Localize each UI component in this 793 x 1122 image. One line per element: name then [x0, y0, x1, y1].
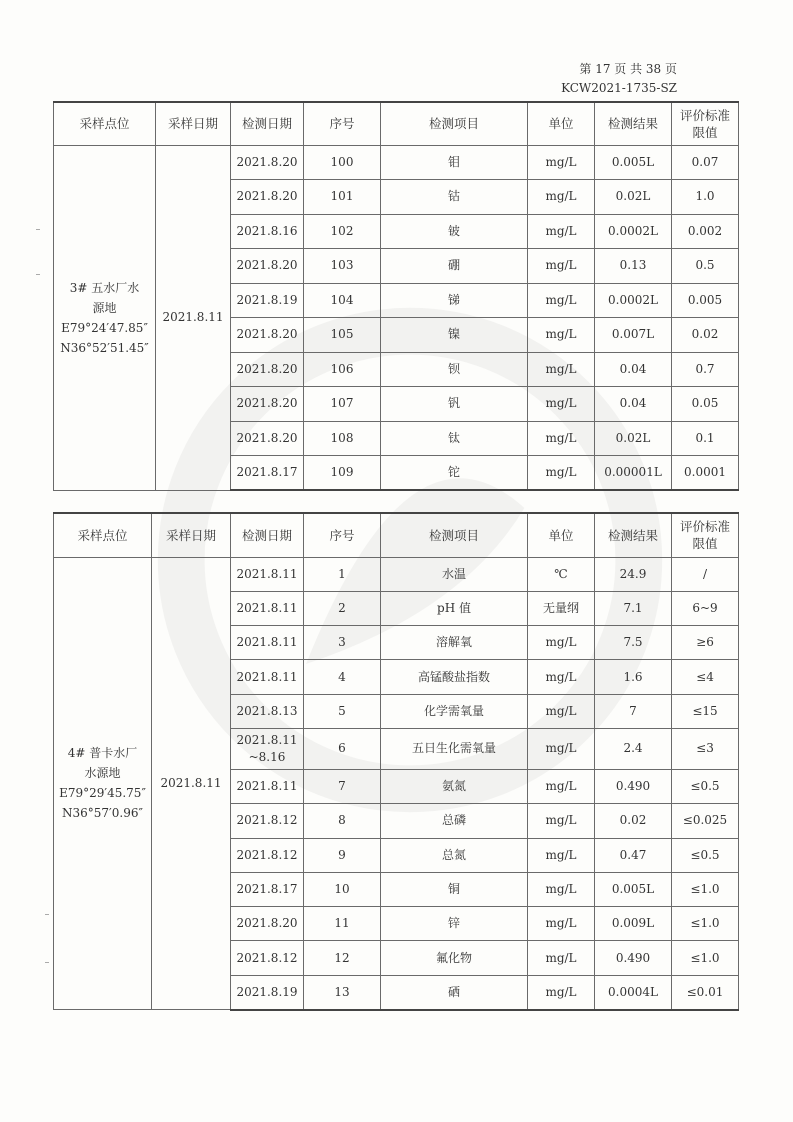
unit: mg/L — [528, 352, 595, 387]
test-result: 0.0002L — [595, 283, 672, 318]
col-header-unit: 单位 — [528, 513, 595, 557]
test-item: 化学需氧量 — [381, 694, 528, 728]
test-result: 1.6 — [595, 660, 672, 694]
row-number: 2 — [304, 591, 381, 625]
unit: mg/L — [528, 421, 595, 456]
test-result: 0.0004L — [595, 975, 672, 1009]
row-number: 5 — [304, 694, 381, 728]
standard-limit: 1.0 — [672, 180, 739, 215]
test-date: 2021.8.17 — [231, 872, 304, 906]
test-item: 钡 — [381, 352, 528, 387]
test-result: 2.4 — [595, 728, 672, 769]
row-number: 1 — [304, 557, 381, 591]
row-number: 103 — [304, 249, 381, 284]
test-date: 2021.8.19 — [231, 283, 304, 318]
col-header-unit: 单位 — [528, 102, 595, 145]
page-header — [561, 60, 677, 98]
margin-mark — [45, 914, 49, 915]
standard-limit: ≥6 — [672, 626, 739, 660]
row-number: 102 — [304, 214, 381, 249]
test-date: 2021.8.13 — [231, 694, 304, 728]
test-result: 0.13 — [595, 249, 672, 284]
col-header-no: 序号 — [304, 513, 381, 557]
unit: mg/L — [528, 907, 595, 941]
standard-limit: ≤0.01 — [672, 975, 739, 1009]
col-header-location: 采样点位 — [54, 513, 152, 557]
location-line: 水源地 — [84, 766, 121, 781]
test-date: 2021.8.16 — [231, 214, 304, 249]
test-item: 溶解氧 — [381, 626, 528, 660]
test-date: 2021.8.20 — [231, 249, 304, 284]
location-line: E79°29′45.75″ — [59, 786, 146, 801]
standard-limit: 0.5 — [672, 249, 739, 284]
test-item: 铜 — [381, 872, 528, 906]
test-date: 2021.8.19 — [231, 975, 304, 1009]
test-result: 24.9 — [595, 557, 672, 591]
row-number: 7 — [304, 769, 381, 803]
sampling-location — [54, 557, 152, 1010]
unit: mg/L — [528, 728, 595, 769]
standard-limit: ≤1.0 — [672, 907, 739, 941]
margin-mark — [36, 274, 40, 275]
page-info: 第 17 页 共 38 页 — [579, 62, 677, 76]
row-number: 6 — [304, 728, 381, 769]
standard-limit: ≤1.0 — [672, 872, 739, 906]
standard-limit: 0.1 — [672, 421, 739, 456]
test-result: 0.02 — [595, 804, 672, 838]
test-date: 2021.8.17 — [231, 456, 304, 491]
unit: mg/L — [528, 214, 595, 249]
margin-mark — [36, 229, 40, 230]
test-date: 2021.8.12 — [231, 941, 304, 975]
test-result: 0.0002L — [595, 214, 672, 249]
unit: mg/L — [528, 941, 595, 975]
unit: mg/L — [528, 838, 595, 872]
test-date: 2021.8.20 — [231, 145, 304, 180]
test-item: 镍 — [381, 318, 528, 353]
standard-limit: 0.7 — [672, 352, 739, 387]
col-header-sample-date: 采样日期 — [152, 513, 231, 557]
col-header-no: 序号 — [304, 102, 381, 145]
standard-limit: / — [672, 557, 739, 591]
test-date: 2021.8.20 — [231, 387, 304, 422]
unit: mg/L — [528, 872, 595, 906]
results-table-3 — [53, 101, 739, 491]
test-item: 硒 — [381, 975, 528, 1009]
row-number: 12 — [304, 941, 381, 975]
standard-limit: 0.05 — [672, 387, 739, 422]
unit: mg/L — [528, 769, 595, 803]
unit: mg/L — [528, 694, 595, 728]
unit: ℃ — [528, 557, 595, 591]
test-result: 7 — [595, 694, 672, 728]
row-number: 100 — [304, 145, 381, 180]
col-header-item: 检测项目 — [381, 102, 528, 145]
test-result: 0.04 — [595, 352, 672, 387]
row-number: 107 — [304, 387, 381, 422]
test-result: 0.490 — [595, 941, 672, 975]
unit: 无量纲 — [528, 591, 595, 625]
sample-date: 2021.8.11 — [152, 557, 231, 1010]
row-number: 3 — [304, 626, 381, 660]
test-result: 0.009L — [595, 907, 672, 941]
standard-limit: 0.0001 — [672, 456, 739, 491]
test-item: 水温 — [381, 557, 528, 591]
standard-limit: ≤3 — [672, 728, 739, 769]
test-result: 0.47 — [595, 838, 672, 872]
unit: mg/L — [528, 283, 595, 318]
location-line: E79°24′47.85″ — [61, 320, 148, 335]
location-line: 4# 普卡水厂 — [67, 746, 138, 761]
standard-limit: 0.02 — [672, 318, 739, 353]
standard-limit: ≤0.5 — [672, 769, 739, 803]
test-result: 0.00001L — [595, 456, 672, 491]
test-item: 氟化物 — [381, 941, 528, 975]
test-item: 总氮 — [381, 838, 528, 872]
unit: mg/L — [528, 975, 595, 1009]
col-header-test-date: 检测日期 — [231, 513, 304, 557]
test-result: 0.005L — [595, 872, 672, 906]
table-header-row — [54, 102, 739, 145]
standard-limit: 0.07 — [672, 145, 739, 180]
test-result: 0.490 — [595, 769, 672, 803]
table-row — [54, 145, 739, 180]
unit: mg/L — [528, 387, 595, 422]
test-item: 钼 — [381, 145, 528, 180]
unit: mg/L — [528, 318, 595, 353]
unit: mg/L — [528, 804, 595, 838]
unit: mg/L — [528, 145, 595, 180]
col-header-result: 检测结果 — [595, 102, 672, 145]
test-item: 锑 — [381, 283, 528, 318]
row-number: 10 — [304, 872, 381, 906]
results-table-4 — [53, 512, 739, 1011]
test-result: 0.005L — [595, 145, 672, 180]
report-number: KCW2021-1735-SZ — [561, 81, 677, 95]
test-item: 钒 — [381, 387, 528, 422]
standard-limit: ≤4 — [672, 660, 739, 694]
test-item: 铊 — [381, 456, 528, 491]
standard-limit: 0.002 — [672, 214, 739, 249]
row-number: 108 — [304, 421, 381, 456]
test-result: 7.5 — [595, 626, 672, 660]
col-header-location: 采样点位 — [54, 102, 156, 145]
test-item: 锌 — [381, 907, 528, 941]
col-header-result: 检测结果 — [595, 513, 672, 557]
unit: mg/L — [528, 660, 595, 694]
standard-limit: 0.005 — [672, 283, 739, 318]
test-item: 高锰酸盐指数 — [381, 660, 528, 694]
margin-mark — [45, 962, 49, 963]
unit: mg/L — [528, 626, 595, 660]
test-date: 2021.8.11 ~8.16 — [231, 728, 304, 769]
test-item: 总磷 — [381, 804, 528, 838]
standard-limit: ≤1.0 — [672, 941, 739, 975]
test-item: 氨氮 — [381, 769, 528, 803]
test-date: 2021.8.20 — [231, 352, 304, 387]
standard-limit: 6~9 — [672, 591, 739, 625]
col-header-test-date: 检测日期 — [231, 102, 304, 145]
test-date: 2021.8.11 — [231, 557, 304, 591]
row-number: 109 — [304, 456, 381, 491]
col-header-item: 检测项目 — [381, 513, 528, 557]
test-date: 2021.8.11 — [231, 660, 304, 694]
test-date: 2021.8.11 — [231, 591, 304, 625]
row-number: 11 — [304, 907, 381, 941]
location-line: 源地 — [92, 300, 117, 315]
row-number: 106 — [304, 352, 381, 387]
test-item: 钛 — [381, 421, 528, 456]
test-date: 2021.8.12 — [231, 804, 304, 838]
test-date: 2021.8.12 — [231, 838, 304, 872]
test-result: 7.1 — [595, 591, 672, 625]
test-item: 钴 — [381, 180, 528, 215]
row-number: 8 — [304, 804, 381, 838]
location-line: N36°52′51.45″ — [60, 340, 149, 355]
test-result: 0.02L — [595, 180, 672, 215]
test-item: 五日生化需氧量 — [381, 728, 528, 769]
col-header-limit: 评价标准限值 — [672, 513, 739, 557]
test-date: 2021.8.11 — [231, 769, 304, 803]
test-date: 2021.8.11 — [231, 626, 304, 660]
test-date: 2021.8.20 — [231, 907, 304, 941]
location-line: 3# 五水厂水 — [69, 280, 140, 295]
row-number: 4 — [304, 660, 381, 694]
test-result: 0.007L — [595, 318, 672, 353]
table-row — [54, 557, 739, 591]
test-item: pH 值 — [381, 591, 528, 625]
row-number: 105 — [304, 318, 381, 353]
table-header-row — [54, 513, 739, 557]
row-number: 9 — [304, 838, 381, 872]
test-date: 2021.8.20 — [231, 180, 304, 215]
test-item: 硼 — [381, 249, 528, 284]
standard-limit: ≤0.025 — [672, 804, 739, 838]
unit: mg/L — [528, 249, 595, 284]
test-date: 2021.8.20 — [231, 318, 304, 353]
unit: mg/L — [528, 456, 595, 491]
col-header-limit: 评价标准限值 — [672, 102, 739, 145]
test-result: 0.04 — [595, 387, 672, 422]
col-header-sample-date: 采样日期 — [156, 102, 231, 145]
unit: mg/L — [528, 180, 595, 215]
standard-limit: ≤15 — [672, 694, 739, 728]
test-result: 0.02L — [595, 421, 672, 456]
test-date: 2021.8.20 — [231, 421, 304, 456]
row-number: 101 — [304, 180, 381, 215]
location-line: N36°57′0.96″ — [62, 806, 143, 821]
row-number: 13 — [304, 975, 381, 1009]
row-number: 104 — [304, 283, 381, 318]
test-item: 铍 — [381, 214, 528, 249]
sample-date: 2021.8.11 — [156, 145, 231, 490]
standard-limit: ≤0.5 — [672, 838, 739, 872]
sampling-location — [54, 145, 156, 490]
